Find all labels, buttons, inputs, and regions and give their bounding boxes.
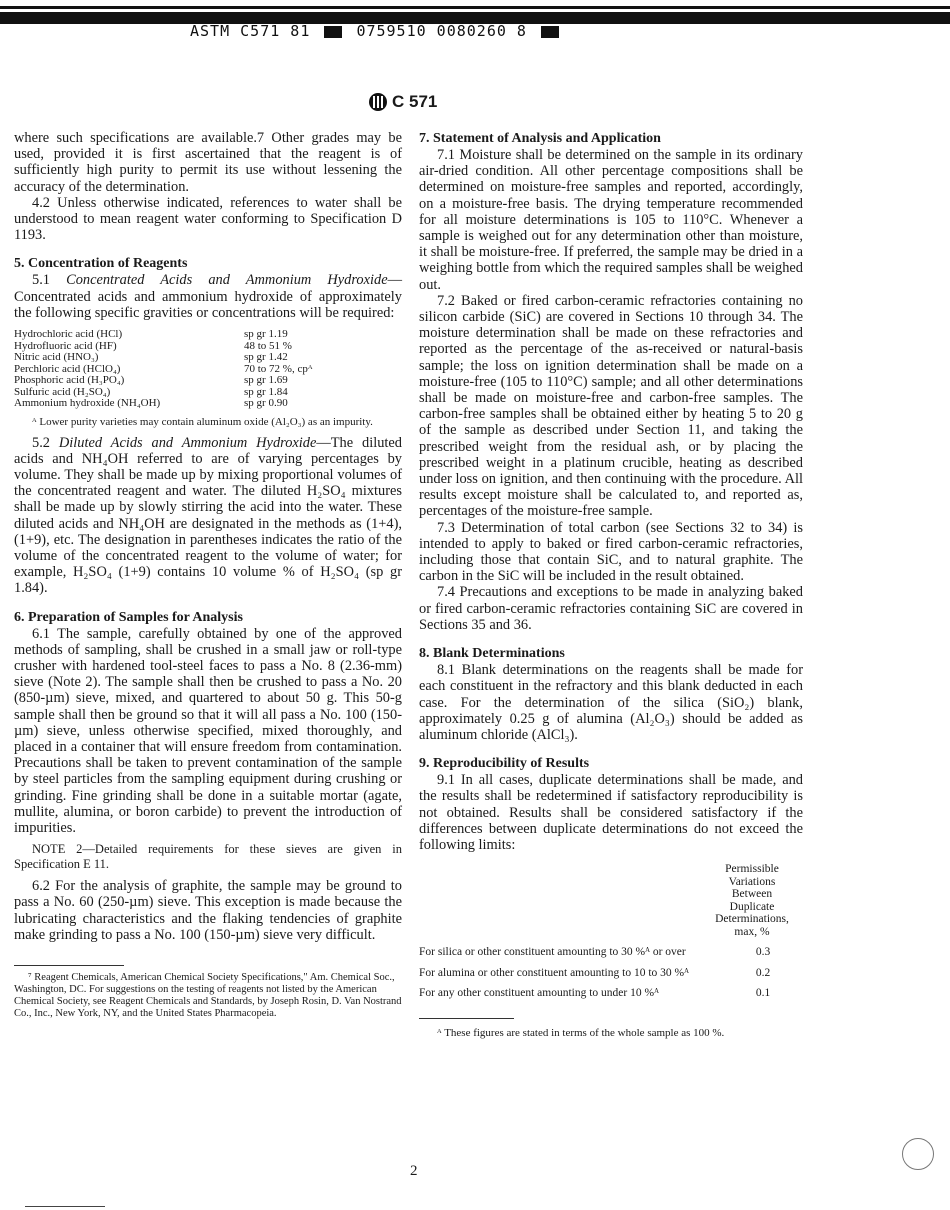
paragraph-4-2: 4.2 Unless otherwise indicated, references to water shall be understood to mean reagent water conforming to Specification D 1193.	[14, 194, 402, 244]
reagent-row	[14, 352, 354, 364]
standard-number: C 571	[392, 92, 438, 111]
paragraph-7-1: 7.1 Moisture shall be determined on the sample in its ordinary air-dried condition. All other percentage compositions shall be determined on moisture-free samples and reported, accordingly, on a moisture-free basis. The drying temperature recommended for all moisture determinations is 105 to 110°C. Whenever a sample is weighed out for any determination other than moisture, it shall be moisture-free. If preferred, the sample may be dried in a weighing bottle from which the required samples shall be weighed out.	[419, 147, 803, 293]
reagent-row	[14, 375, 354, 387]
reagent-name: Ammonium hydroxide (NH₄OH)	[14, 397, 161, 410]
limits-column-header: Permissible Variations Between Duplicate Determinations, max, %	[715, 863, 789, 938]
code-right: 0759510 0080260 8	[356, 22, 527, 40]
paragraph-7-3: 7.3 Determination of total carbon (see Sections 32 to 34) is intended to apply to baked or fired carbon-ceramic refractories, including those that contain SiC, and to natural graphite. The carbon in the SiC will be included in the result obtained.	[419, 519, 803, 585]
reagent-name: Hydrofluoric acid (HF)	[14, 339, 117, 352]
top-rule-thin	[0, 6, 950, 9]
footnote-7: ⁷ Reagent Chemicals, American Chemical Society Specifications," Am. Chemical Soc., Washington, DC. For suggestions on the testing of reagents not listed by the American Chemical Society, see Reagent Chemicals and Standards, by Joseph Rosin, D. Van Nostrand Co., Inc., New York, NY, and the United States Pharmacopeia.	[14, 972, 402, 1020]
heading-section-7: 7. Statement of Analysis and Application	[419, 131, 661, 146]
note-2: NOTE 2—Detailed requirements for these sieves are given in Specification E 11.	[14, 842, 402, 872]
reagent-value: sp gr 0.90	[244, 397, 288, 410]
paragraph-5-2: 5.2 Diluted Acids and Ammonium Hydroxide—The diluted acids and NH₄OH referred to are of varying percentages by volume. They shall be made up by mixing proportional volumes of the concentrated reagent and water. The diluted H₂SO₄ mixtures shall be made up by slowly stirring the acid into the water. These diluted acids and NH₄OH are designated in the methods as (1+4), (1+9), etc. The designation in parentheses indicates the ratio of the volume of the concentrated reagent to the volume of water; for example, H₂SO₄ (1+9) contains 10 volume % of H₂SO₄ (sp gr 1.84).	[14, 434, 402, 597]
limit-value: 0.3	[755, 946, 771, 959]
paragraph-6-2: 6.2 For the analysis of graphite, the sample may be ground to pass a No. 60 (250-µm) sieve. This exception is made because the lubricating characteristics and the flaking tendencies of graphite make grinding to pass a No. 100 (150-µm) sieve very difficult.	[14, 878, 402, 943]
heading-section-6: 6. Preparation of Samples for Analysis	[14, 609, 243, 625]
reagent-footnote: ᴬ Lower purity varieties may contain aluminum oxide (Al₂O₃) as an impurity.	[32, 415, 373, 428]
punch-hole-mark	[902, 1138, 934, 1170]
paragraph-8-1: 8.1 Blank determinations on the reagents shall be made for each constituent in the refractory and this blank deducted in each case. For the determination of the silica (SiO₂) blank, approximately 0.25 g of alumina (Al₂O₃) should be added as aluminum chloride (AlCl₃).	[419, 662, 803, 743]
limit-row	[419, 946, 803, 967]
reagent-value: 48 to 51 %	[244, 339, 292, 352]
limit-row	[419, 987, 803, 1008]
limit-row	[419, 967, 803, 988]
paragraph-5-1: 5.1 Concentrated Acids and Ammonium Hydroxide—Concentrated acids and ammonium hydroxide of approximately the following specific gravities or concentrations will be required:	[14, 272, 402, 321]
reagent-row	[14, 329, 354, 341]
heading-section-9: 9. Reproducibility of Results	[419, 756, 590, 772]
limit-label: For alumina or other constituent amounting to 10 to 30 %ᴬ	[419, 966, 689, 979]
limits-footnote-divider	[419, 1018, 514, 1019]
paragraph-7-4: 7.4 Precautions and exceptions to be made in analyzing baked or fired carbon-ceramic refractories containing SiC are covered in Sections 35 and 36.	[419, 584, 803, 633]
limit-value: 0.2	[755, 966, 771, 979]
black-block-icon	[324, 26, 342, 38]
black-block-icon	[541, 26, 559, 38]
reagent-value: sp gr 1.69	[244, 374, 288, 387]
document-code	[190, 22, 563, 40]
paragraph-intro: where such specifications are available.7 Other grades may be used, provided it is first ascertained that the reagent is of sufficiently high purity to permit its use without lessening the accuracy of the determination.	[14, 130, 402, 195]
footnote-divider	[14, 965, 124, 966]
reagent-name: Phosphoric acid (H₃PO₄)	[14, 374, 125, 387]
bottom-rule	[25, 1206, 105, 1207]
reagent-value: 70 to 72 %, cpᴬ	[244, 362, 313, 375]
limits-table	[419, 946, 803, 1008]
limits-footnote: ᴬ These figures are stated in terms of the whole sample as 100 %.	[437, 1026, 725, 1039]
code-left: ASTM C571 81	[190, 22, 311, 40]
reagent-value: sp gr 1.42	[244, 351, 288, 364]
reagent-name: Perchloric acid (HClO₄)	[14, 362, 121, 375]
paragraph-7-2: 7.2 Baked or fired carbon-ceramic refractories containing no silicon carbide (SiC) are covered in Sections 10 through 34. The moisture determination shall be made on these refractories and reported as the percentage of the as-received or natural-basis sample; the loss on ignition determination shall be made on a moisture-free (105 to 110°C) sample; and all other determinations shall be made on moisture-free and carbon-free samples. The carbon-free samples shall be obtained either by heating 5 to 20 g of the sample as described under Section 11, and taking the prescribed weight from the residual ash, or by placing the prescribed weight in a platinum crucible, heating as described under loss on ignition, and then continuing with the procedure. All results except moisture shall be calculated to, and reported as, percentages of the moisture-free sample.	[419, 292, 803, 520]
reagent-name: Hydrochloric acid (HCl)	[14, 328, 123, 341]
reagent-name: Sulfuric acid (H₂SO₄)	[14, 385, 111, 398]
heading-section-8: 8. Blank Determinations	[419, 646, 565, 662]
limit-label: For silica or other constituent amounting to 30 %ᴬ or over	[419, 946, 686, 959]
reagent-value: sp gr 1.19	[244, 328, 288, 341]
paragraph-6-1: 6.1 The sample, carefully obtained by one of the approved methods of sampling, shall be crushed in a small jaw or roll-type crusher with hardened tool-steel faces to pass a No. 8 (2.36-mm) sieve (Note 2). The sample shall then be crushed to pass a No. 20 (850-µm) sieve, mixed, and quartered to about 50 g. This 50-g sample shall then be ground so that it will all pass a No. 100 (150-µm) sieve, unless otherwise specified, mixed thoroughly, and placed in a container that will ensure freedom from contamination. Precautions shall be taken to prevent contamination of the sample by steel particles from the sampling equipment during crushing or grinding. Fine grinding shall be done in a suitable mortar (agate, mullite, alumina, or boron carbide) to prevent the introduction of impurities.	[14, 625, 402, 836]
reagent-name: Nitric acid (HNO₃)	[14, 351, 99, 364]
reagent-value: sp gr 1.84	[244, 385, 288, 398]
reagent-table	[14, 329, 354, 410]
limit-label: For any other constituent amounting to under 10 %ᴬ	[419, 987, 659, 1000]
heading-section-5: 5. Concentration of Reagents	[14, 256, 188, 272]
astm-logo	[368, 92, 437, 112]
page-number: 2	[410, 1163, 418, 1179]
astm-emblem-icon	[368, 92, 388, 112]
limit-value: 0.1	[755, 987, 771, 1000]
paragraph-9-1: 9.1 In all cases, duplicate determinations shall be made, and the results shall be redetermined if satisfactory reproducibility is not obtained. Results shall be considered satisfactory if the differences between duplicate determinations do not exceed the following limits:	[419, 772, 803, 853]
reagent-row	[14, 398, 354, 410]
left-column	[14, 130, 402, 1020]
right-column	[419, 130, 803, 1040]
